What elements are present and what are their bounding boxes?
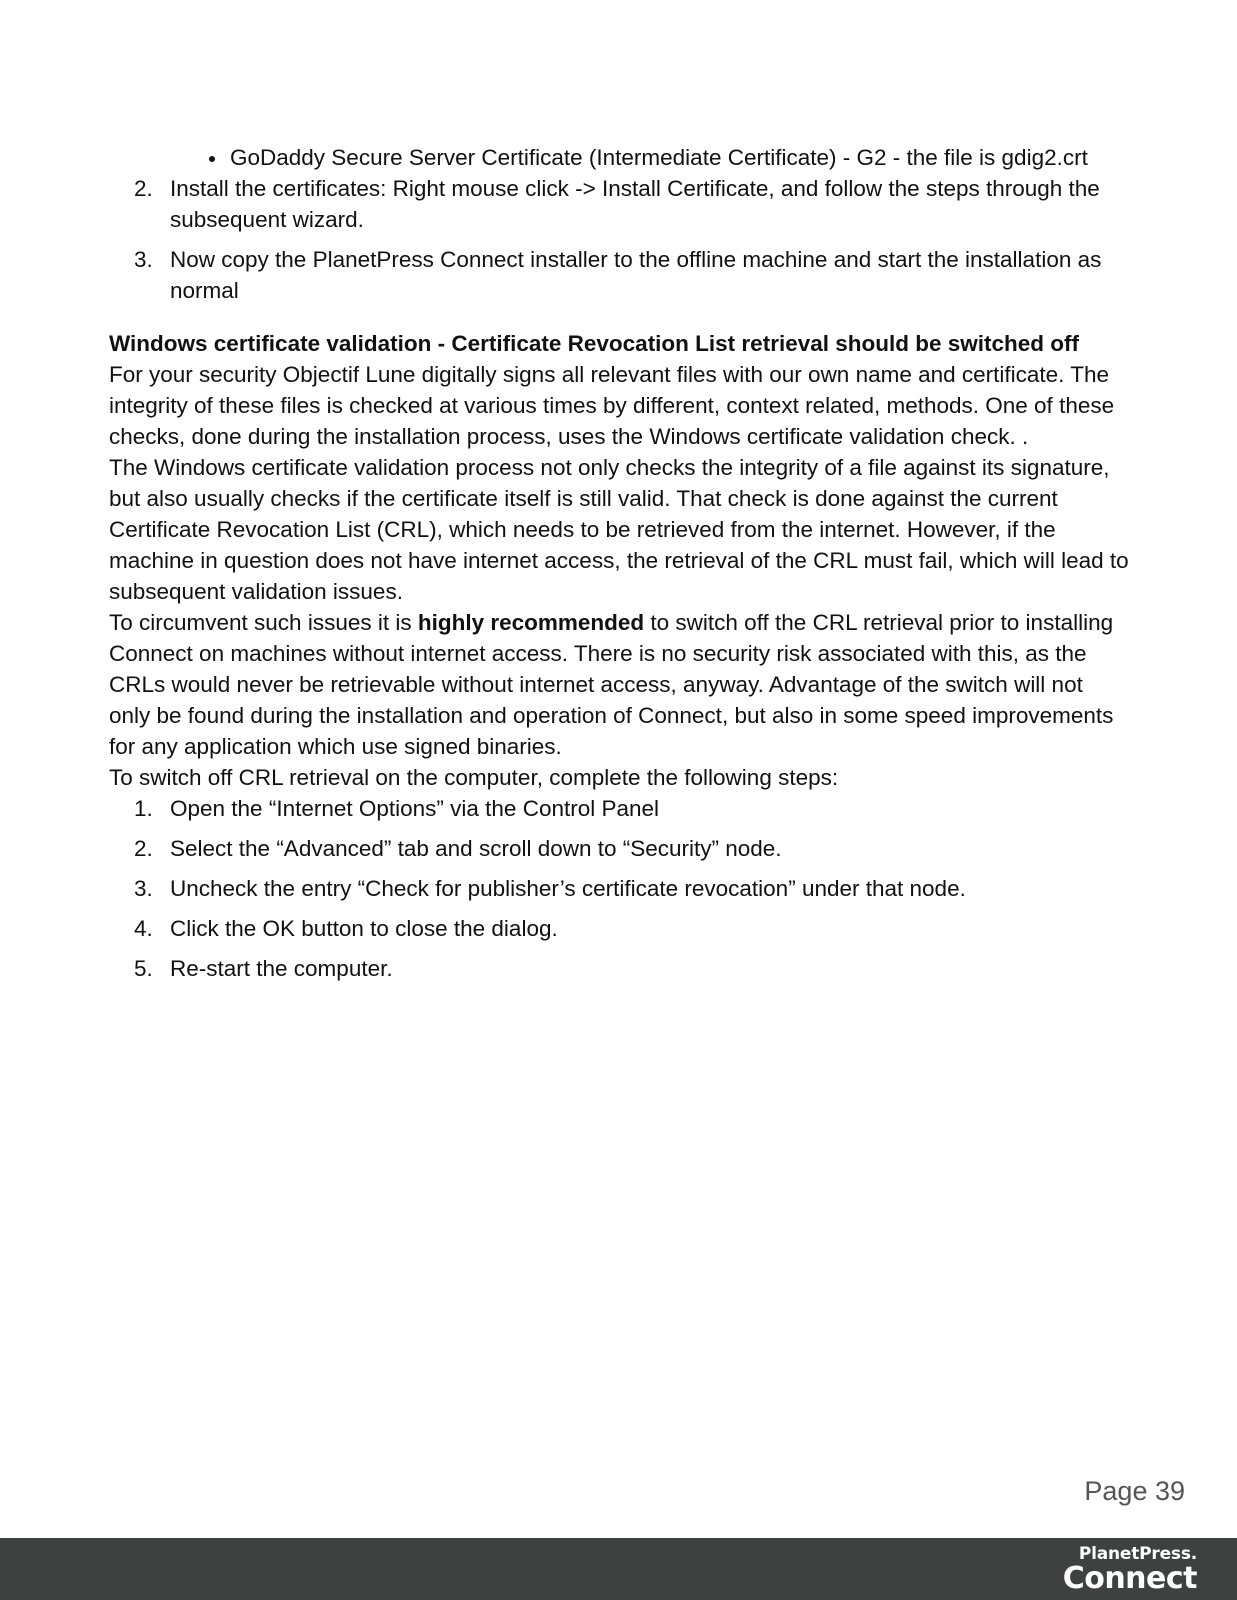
logo-line-2: Connect xyxy=(1062,1561,1197,1596)
paragraph-text: to switch off the CRL retrieval prior to installing Connect on machines without internet access. There is no security risk associated with this, as the CRLs would never be retrievable without internet access, anyway. Advantage of the switch will not only be found during the installation and operation of Connect, but also in some speed improvements for any application which use signed binaries. xyxy=(109,610,1114,759)
list-item-number: 4. xyxy=(134,916,153,941)
list-item-number: 3. xyxy=(134,247,153,272)
paragraph-intro: For your security Objectif Lune digitally signs all relevant files with our own name and certificate. The integrity of these files is checked at various times by different, context related, methods. One of these checks, done during the installation process, uses the Windows certificate validation check. . xyxy=(109,362,1115,449)
paragraph-text: To circumvent such issues it is xyxy=(109,610,418,635)
list-item-number: 5. xyxy=(134,956,153,981)
list-item xyxy=(109,953,1129,984)
list-item-text: Re-start the computer. xyxy=(170,956,393,981)
list-item xyxy=(109,793,1129,824)
list-item-text: GoDaddy Secure Server Certificate (Intermediate Certificate) - G2 - the file is gdig2.crt xyxy=(230,145,1088,170)
list-item-text: Install the certificates: Right mouse click -> Install Certificate, and follow the steps through the subsequent wizard. xyxy=(170,176,1100,232)
footer-bar xyxy=(0,1538,1237,1600)
list-item-text: Select the “Advanced” tab and scroll down to “Security” node. xyxy=(170,836,782,861)
list-item-number: 2. xyxy=(134,176,153,201)
list-item-text: Uncheck the entry “Check for publisher’s certificate revocation” under that node. xyxy=(170,876,966,901)
page-number: Page 39 xyxy=(1084,1476,1185,1506)
bullet-icon xyxy=(209,156,215,162)
list-item-number: 2. xyxy=(134,836,153,861)
document-body xyxy=(109,142,1129,993)
paragraph-steps-intro: To switch off CRL retrieval on the computer, complete the following steps: xyxy=(109,765,839,790)
section-heading: Windows certificate validation - Certificate Revocation List retrieval should be switched off xyxy=(109,331,1079,356)
install-steps-list xyxy=(109,173,1129,306)
list-item xyxy=(109,873,1129,904)
list-item xyxy=(109,244,1129,306)
list-item-text: Now copy the PlanetPress Connect installer to the offline machine and start the installation as normal xyxy=(170,247,1102,303)
list-item-number: 1. xyxy=(134,796,153,821)
paragraph-validation: The Windows certificate validation process not only checks the integrity of a file against its signature, but also usually checks if the certificate itself is still valid. That check is done against the current Certificate Revocation List (CRL), which needs to be retrieved from the internet. However, if the machine in question does not have internet access, the retrieval of the CRL must fail, which will lead to subsequent validation issues. xyxy=(109,455,1129,604)
crl-steps-list xyxy=(109,793,1129,984)
list-item xyxy=(109,173,1129,235)
logo-line-1: PlanetPress. xyxy=(1078,1544,1197,1564)
bullet-list xyxy=(109,142,1129,173)
list-item-text: Click the OK button to close the dialog. xyxy=(170,916,558,941)
list-item-text: Open the “Internet Options” via the Control Panel xyxy=(170,796,660,821)
list-item xyxy=(109,833,1129,864)
paragraph-recommendation xyxy=(109,607,1129,762)
list-item xyxy=(109,913,1129,944)
list-item-number: 3. xyxy=(134,876,153,901)
planetpress-connect-logo xyxy=(1063,1544,1197,1594)
emphasis-text: highly recommended xyxy=(417,610,645,635)
list-item xyxy=(230,142,1129,173)
